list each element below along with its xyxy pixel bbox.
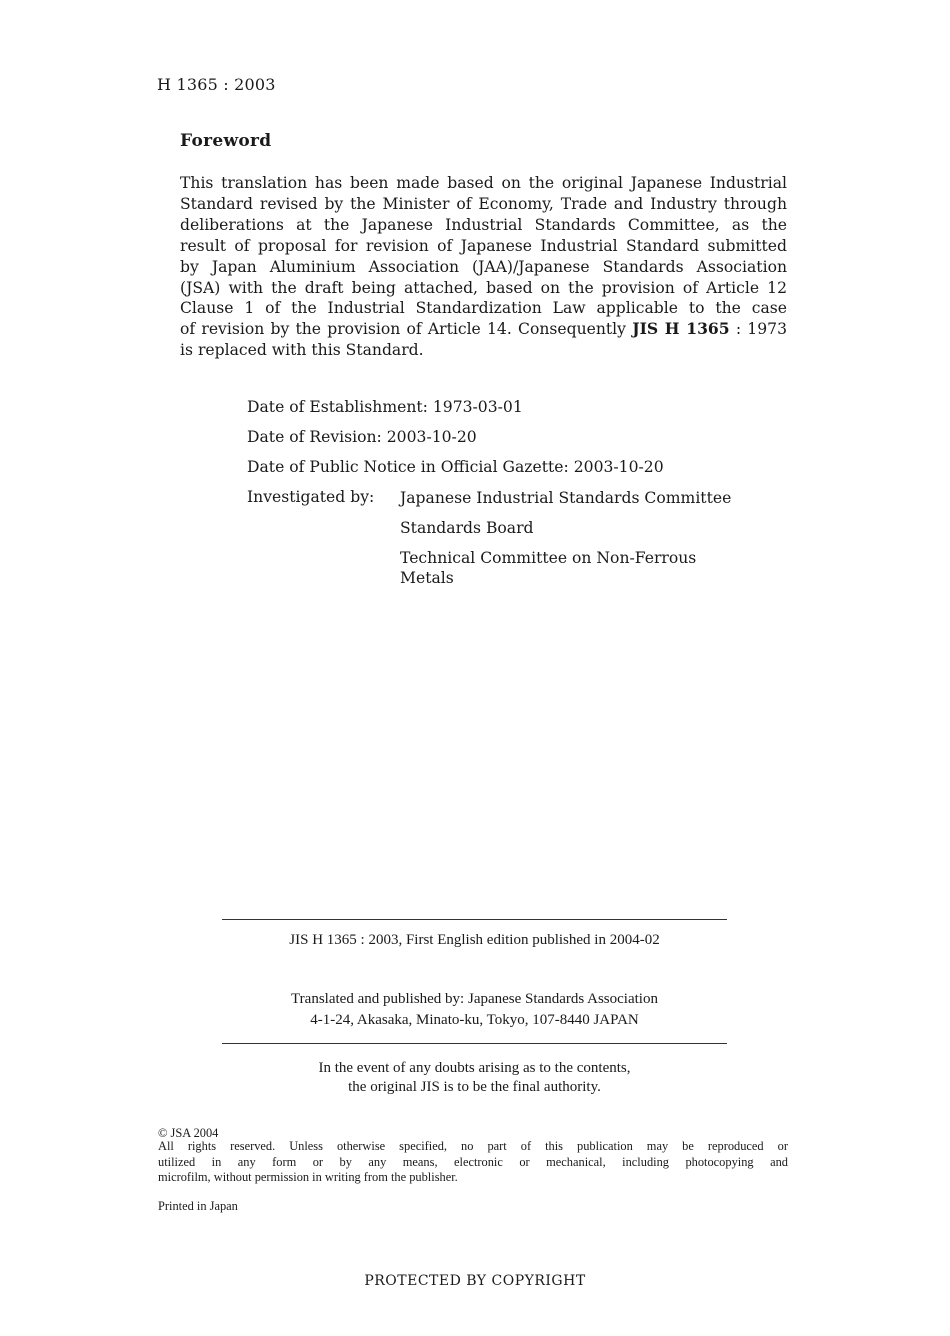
rights-statement xyxy=(158,1139,788,1186)
protected-by-copyright: PROTECTED BY COPYRIGHT xyxy=(364,1273,586,1289)
authority-line: In the event of any doubts arising as to the contents, xyxy=(318,1060,631,1076)
foreword-line: is replaced with this Standard. xyxy=(180,341,424,360)
foreword-body xyxy=(180,173,787,361)
foreword-line: result of proposal for revision of Japanese Industrial Standard submitted xyxy=(180,236,787,255)
foreword-line-prefix: of revision by the provision of Article 14. Consequently xyxy=(180,320,633,339)
committee-line: Japanese Industrial Standards Committee xyxy=(400,489,732,507)
date-of-revision: Date of Revision: 2003-10-20 xyxy=(247,428,477,446)
printed-in: Printed in Japan xyxy=(158,1199,238,1213)
committee-line: Metals xyxy=(400,569,454,587)
date-of-public-notice: Date of Public Notice in Official Gazette: 2003-10-20 xyxy=(247,458,664,476)
committee-line: Technical Committee on Non-Ferrous xyxy=(400,549,697,567)
foreword-line-with-standard-ref xyxy=(180,319,787,340)
translated-by: Translated and published by: Japanese Standards Association xyxy=(291,991,658,1007)
standard-reference: JIS H 1365 xyxy=(632,319,730,339)
foreword-line: Standard revised by the Minister of Economy, Trade and Industry through xyxy=(180,194,787,213)
rights-line: utilized in any form or by any means, electronic or mechanical, including photocopying and xyxy=(158,1154,788,1169)
foreword-line: deliberations at the Japanese Industrial Standards Committee, as the xyxy=(180,215,787,234)
publisher-address: 4-1-24, Akasaka, Minato-ku, Tokyo, 107-8440 JAPAN xyxy=(310,1012,639,1028)
foreword-line: (JSA) with the draft being attached, based on the provision of Article 12 xyxy=(180,278,787,297)
authority-line: the original JIS is to be the final authority. xyxy=(348,1079,601,1095)
foreword-line: by Japan Aluminium Association (JAA)/Japanese Standards Association xyxy=(180,257,787,276)
investigated-by-label: Investigated by: xyxy=(247,488,375,506)
divider-top xyxy=(222,919,727,920)
foreword-line: This translation has been made based on the original Japanese Industrial xyxy=(180,174,787,192)
document-id: H 1365 : 2003 xyxy=(157,75,276,94)
foreword-line: Clause 1 of the Industrial Standardization Law applicable to the case xyxy=(180,299,787,318)
committee-line: Standards Board xyxy=(400,519,534,537)
divider-bottom xyxy=(222,1043,727,1044)
rights-line: microfilm, without permission in writing from the publisher. xyxy=(158,1170,458,1185)
date-of-establishment: Date of Establishment: 1973-03-01 xyxy=(247,398,523,416)
edition-info: JIS H 1365 : 2003, First English edition published in 2004-02 xyxy=(289,932,660,948)
foreword-title: Foreword xyxy=(180,131,272,151)
rights-line: All rights reserved. Unless otherwise specified, no part of this publication may be reproduced or xyxy=(158,1139,788,1153)
foreword-line-suffix: : 1973 xyxy=(729,320,787,339)
copyright-notice: © JSA 2004 xyxy=(158,1126,219,1140)
